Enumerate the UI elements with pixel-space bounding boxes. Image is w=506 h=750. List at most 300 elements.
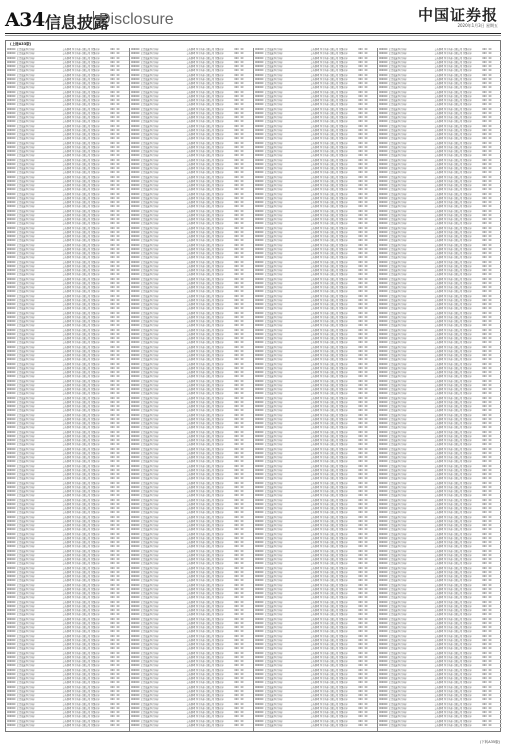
announcement-cell: 公告事项 基金名称 有限公司 详细内容 <box>177 397 233 401</box>
value-cell: 00 <box>364 125 368 129</box>
fund-code-cell: 000000 <box>131 397 140 401</box>
fund-code-cell: 000000 <box>379 477 388 481</box>
fund-code-cell: 000000 <box>7 350 16 354</box>
value-cell: 00 <box>240 528 244 532</box>
value-cell: 000 <box>358 184 363 188</box>
value-cell: 00 <box>488 341 492 345</box>
fund-code-cell: 000000 <box>255 460 264 464</box>
fund-name-cell: 信息披露基金名称 <box>389 273 423 277</box>
fund-code-cell: 000000 <box>7 520 16 524</box>
fund-code-cell: 000000 <box>7 469 16 473</box>
value-cell: 00 <box>240 482 244 486</box>
fund-name-cell: 信息披露基金名称 <box>141 159 175 163</box>
value-cell: 000 <box>234 65 239 69</box>
fund-code-cell: 000000 <box>379 520 388 524</box>
value-cell: 00 <box>488 78 492 82</box>
value-cell: 000 <box>234 52 239 56</box>
fund-name-cell: 信息披露基金名称 <box>265 180 299 184</box>
value-cell: 000 <box>482 477 487 481</box>
fund-code-cell: 000000 <box>131 154 140 158</box>
fund-code-cell: 000000 <box>131 375 140 379</box>
fund-code-cell: 000000 <box>255 647 264 651</box>
announcement-cell: 公告事项 基金名称 有限公司 详细内容 <box>425 545 481 549</box>
fund-name-cell: 信息披露基金名称 <box>265 150 299 154</box>
value-cell: 000 <box>110 99 115 103</box>
fund-code-cell: 000000 <box>379 724 388 728</box>
value-cell: 00 <box>240 210 244 214</box>
fund-name-cell: 信息披露基金名称 <box>389 397 423 401</box>
announcement-cell: 公告事项 基金名称 有限公司 详细内容 <box>301 133 357 137</box>
value-cell: 00 <box>240 494 244 498</box>
value-cell: 000 <box>110 261 115 265</box>
fund-code-cell: 000000 <box>7 384 16 388</box>
fund-code-cell: 000000 <box>255 57 264 61</box>
fund-name-cell: 信息披露基金名称 <box>141 316 175 320</box>
fund-code-cell: 000000 <box>379 486 388 490</box>
value-cell: 00 <box>116 647 120 651</box>
fund-name-cell: 信息披露基金名称 <box>389 435 423 439</box>
value-cell: 000 <box>110 65 115 69</box>
value-cell: 00 <box>364 176 368 180</box>
announcement-cell: 公告事项 基金名称 有限公司 详细内容 <box>425 380 481 384</box>
fund-name-cell: 信息披露基金名称 <box>17 278 51 282</box>
fund-code-cell: 000000 <box>255 511 264 515</box>
fund-code-cell: 000000 <box>255 405 264 409</box>
fund-code-cell: 000000 <box>379 443 388 447</box>
announcement-cell: 公告事项 基金名称 有限公司 详细内容 <box>425 193 481 197</box>
value-cell: 00 <box>240 375 244 379</box>
fund-code-cell: 000000 <box>255 125 264 129</box>
announcement-cell: 公告事项 基金名称 有限公司 详细内容 <box>425 78 481 82</box>
fund-code-cell: 000000 <box>255 218 264 222</box>
fund-code-cell: 000000 <box>131 341 140 345</box>
value-cell: 00 <box>364 724 368 728</box>
value-cell: 000 <box>358 65 363 69</box>
announcement-cell: 公告事项 基金名称 有限公司 详细内容 <box>177 622 233 626</box>
value-cell: 00 <box>116 664 120 668</box>
fund-code-cell: 000000 <box>131 61 140 65</box>
fund-code-cell: 000000 <box>255 69 264 73</box>
value-cell: 000 <box>358 103 363 107</box>
fund-code-cell: 000000 <box>7 707 16 711</box>
fund-code-cell: 000000 <box>7 575 16 579</box>
announcement-cell: 公告事项 基金名称 有限公司 详细内容 <box>53 112 109 116</box>
fund-code-cell: 000000 <box>131 57 140 61</box>
fund-name-cell: 信息披露基金名称 <box>389 184 423 188</box>
fund-name-cell: 信息披露基金名称 <box>141 112 175 116</box>
value-cell: 00 <box>116 69 120 73</box>
value-cell: 000 <box>358 329 363 333</box>
fund-code-cell: 000000 <box>255 154 264 158</box>
fund-name-cell: 信息披露基金名称 <box>141 477 175 481</box>
value-cell: 00 <box>488 673 492 677</box>
fund-name-cell: 信息披露基金名称 <box>389 333 423 337</box>
announcement-cell: 公告事项 基金名称 有限公司 详细内容 <box>301 197 357 201</box>
value-cell: 00 <box>364 142 368 146</box>
value-cell: 00 <box>240 452 244 456</box>
value-cell: 000 <box>234 477 239 481</box>
value-cell: 00 <box>116 426 120 430</box>
announcement-cell: 公告事项 基金名称 有限公司 详细内容 <box>425 48 481 52</box>
announcement-cell: 公告事项 基金名称 有限公司 详细内容 <box>53 397 109 401</box>
value-cell: 000 <box>234 409 239 413</box>
announcement-cell: 公告事项 基金名称 有限公司 详细内容 <box>425 248 481 252</box>
announcement-cell: 公告事项 基金名称 有限公司 详细内容 <box>177 448 233 452</box>
value-cell: 00 <box>240 673 244 677</box>
value-cell: 00 <box>488 609 492 613</box>
value-cell: 00 <box>364 159 368 163</box>
fund-name-cell: 信息披露基金名称 <box>265 507 299 511</box>
value-cell: 00 <box>116 57 120 61</box>
fund-name-cell: 信息披露基金名称 <box>141 426 175 430</box>
value-cell: 000 <box>358 205 363 209</box>
fund-code-cell: 000000 <box>7 533 16 537</box>
value-cell: 00 <box>488 630 492 634</box>
fund-name-cell: 信息披露基金名称 <box>265 541 299 545</box>
fund-name-cell: 信息披露基金名称 <box>389 227 423 231</box>
fund-name-cell: 信息披露基金名称 <box>265 248 299 252</box>
value-cell: 000 <box>110 214 115 218</box>
value-cell: 000 <box>482 273 487 277</box>
value-cell: 00 <box>364 69 368 73</box>
value-cell: 00 <box>364 550 368 554</box>
fund-name-cell: 信息披露基金名称 <box>17 431 51 435</box>
fund-code-cell: 000000 <box>255 660 264 664</box>
value-cell: 000 <box>358 469 363 473</box>
fund-name-cell: 信息披露基金名称 <box>17 588 51 592</box>
value-cell: 00 <box>488 380 492 384</box>
announcement-cell: 公告事项 基金名称 有限公司 详细内容 <box>177 74 233 78</box>
announcement-cell: 公告事项 基金名称 有限公司 详细内容 <box>301 622 357 626</box>
value-cell: 000 <box>234 507 239 511</box>
fund-code-cell: 000000 <box>131 392 140 396</box>
fund-name-cell: 信息披露基金名称 <box>389 550 423 554</box>
fund-code-cell: 000000 <box>7 65 16 69</box>
value-cell: 00 <box>488 146 492 150</box>
fund-name-cell: 信息披露基金名称 <box>141 163 175 167</box>
fund-name-cell: 信息披露基金名称 <box>17 273 51 277</box>
value-cell: 00 <box>364 252 368 256</box>
fund-name-cell: 信息披露基金名称 <box>17 125 51 129</box>
fund-name-cell: 信息披露基金名称 <box>389 579 423 583</box>
value-cell: 000 <box>358 52 363 56</box>
announcement-cell: 公告事项 基金名称 有限公司 详细内容 <box>301 290 357 294</box>
fund-name-cell: 信息披露基金名称 <box>141 588 175 592</box>
announcement-cell: 公告事项 基金名称 有限公司 详细内容 <box>177 618 233 622</box>
announcement-cell: 公告事项 基金名称 有限公司 详细内容 <box>301 477 357 481</box>
fund-name-cell: 信息披露基金名称 <box>265 286 299 290</box>
value-cell: 00 <box>364 299 368 303</box>
fund-code-cell: 000000 <box>131 180 140 184</box>
fund-name-cell: 信息披露基金名称 <box>265 265 299 269</box>
announcement-cell: 公告事项 基金名称 有限公司 详细内容 <box>177 516 233 520</box>
announcement-cell: 公告事项 基金名称 有限公司 详细内容 <box>301 720 357 724</box>
fund-name-cell: 信息披露基金名称 <box>17 550 51 554</box>
announcement-cell: 公告事项 基金名称 有限公司 详细内容 <box>425 439 481 443</box>
announcement-cell: 公告事项 基金名称 有限公司 详细内容 <box>53 167 109 171</box>
fund-code-cell: 000000 <box>379 664 388 668</box>
fund-code-cell: 000000 <box>131 511 140 515</box>
fund-name-cell: 信息披露基金名称 <box>141 524 175 528</box>
fund-code-cell: 000000 <box>131 388 140 392</box>
announcement-cell: 公告事项 基金名称 有限公司 详细内容 <box>177 346 233 350</box>
announcement-cell: 公告事项 基金名称 有限公司 详细内容 <box>301 235 357 239</box>
value-cell: 00 <box>116 686 120 690</box>
fund-name-cell: 信息披露基金名称 <box>141 252 175 256</box>
announcement-cell: 公告事项 基金名称 有限公司 详细内容 <box>301 558 357 562</box>
value-cell: 00 <box>240 720 244 724</box>
value-cell: 000 <box>110 507 115 511</box>
value-cell: 000 <box>234 673 239 677</box>
value-cell: 000 <box>234 320 239 324</box>
fund-code-cell: 000000 <box>379 346 388 350</box>
value-cell: 00 <box>116 184 120 188</box>
fund-name-cell: 信息披露基金名称 <box>17 205 51 209</box>
fund-name-cell: 信息披露基金名称 <box>141 528 175 532</box>
fund-code-cell: 000000 <box>255 388 264 392</box>
fund-code-cell: 000000 <box>7 375 16 379</box>
announcement-cell: 公告事项 基金名称 有限公司 详细内容 <box>177 669 233 673</box>
fund-name-cell: 信息披露基金名称 <box>17 422 51 426</box>
announcement-cell: 公告事项 基金名称 有限公司 详细内容 <box>301 630 357 634</box>
value-cell: 000 <box>358 613 363 617</box>
value-cell: 000 <box>482 707 487 711</box>
value-cell: 000 <box>234 558 239 562</box>
value-cell: 000 <box>358 286 363 290</box>
value-cell: 00 <box>364 312 368 316</box>
value-cell: 00 <box>364 596 368 600</box>
fund-name-cell: 信息披露基金名称 <box>141 333 175 337</box>
fund-name-cell: 信息披露基金名称 <box>141 690 175 694</box>
value-cell: 00 <box>240 65 244 69</box>
announcement-cell: 公告事项 基金名称 有限公司 详细内容 <box>53 503 109 507</box>
fund-name-cell: 信息披露基金名称 <box>17 516 51 520</box>
value-cell: 000 <box>358 494 363 498</box>
value-cell: 00 <box>240 350 244 354</box>
fund-code-cell: 000000 <box>379 677 388 681</box>
value-cell: 00 <box>364 639 368 643</box>
announcement-cell: 公告事项 基金名称 有限公司 详细内容 <box>53 337 109 341</box>
announcement-cell: 公告事项 基金名称 有限公司 详细内容 <box>425 528 481 532</box>
fund-name-cell: 信息披露基金名称 <box>141 78 175 82</box>
fund-name-cell: 信息披露基金名称 <box>389 443 423 447</box>
announcement-cell: 公告事项 基金名称 有限公司 详细内容 <box>177 596 233 600</box>
fund-code-cell: 000000 <box>255 418 264 422</box>
announcement-cell: 公告事项 基金名称 有限公司 详细内容 <box>177 261 233 265</box>
value-cell: 00 <box>240 418 244 422</box>
fund-code-cell: 000000 <box>131 652 140 656</box>
value-cell: 000 <box>234 579 239 583</box>
fund-code-cell: 000000 <box>131 537 140 541</box>
value-cell: 00 <box>488 235 492 239</box>
fund-code-cell: 000000 <box>131 358 140 362</box>
value-cell: 00 <box>240 82 244 86</box>
fund-name-cell: 信息披露基金名称 <box>389 609 423 613</box>
announcement-cell: 公告事项 基金名称 有限公司 详细内容 <box>301 673 357 677</box>
value-cell: 000 <box>234 711 239 715</box>
fund-name-cell: 信息披露基金名称 <box>389 337 423 341</box>
fund-name-cell: 信息披露基金名称 <box>389 324 423 328</box>
fund-name-cell: 信息披露基金名称 <box>265 295 299 299</box>
fund-name-cell: 信息披露基金名称 <box>265 397 299 401</box>
fund-code-cell: 000000 <box>379 375 388 379</box>
fund-name-cell: 信息披露基金名称 <box>17 358 51 362</box>
fund-name-cell: 信息披露基金名称 <box>265 562 299 566</box>
value-cell: 00 <box>488 520 492 524</box>
fund-name-cell: 信息披露基金名称 <box>389 558 423 562</box>
announcement-cell: 公告事项 基金名称 有限公司 详细内容 <box>53 660 109 664</box>
fund-code-cell: 000000 <box>131 333 140 337</box>
fund-code-cell: 000000 <box>379 48 388 52</box>
value-cell: 000 <box>110 193 115 197</box>
announcement-cell: 公告事项 基金名称 有限公司 详细内容 <box>301 103 357 107</box>
fund-code-cell: 000000 <box>255 516 264 520</box>
value-cell: 00 <box>240 392 244 396</box>
fund-name-cell: 信息披露基金名称 <box>141 337 175 341</box>
fund-code-cell: 000000 <box>255 74 264 78</box>
announcement-cell: 公告事项 基金名称 有限公司 详细内容 <box>177 99 233 103</box>
fund-code-cell: 000000 <box>255 99 264 103</box>
announcement-cell: 公告事项 基金名称 有限公司 详细内容 <box>177 154 233 158</box>
value-cell: 000 <box>482 52 487 56</box>
announcement-cell: 公告事项 基金名称 有限公司 详细内容 <box>53 78 109 82</box>
fund-name-cell: 信息披露基金名称 <box>265 439 299 443</box>
fund-name-cell: 信息披露基金名称 <box>389 626 423 630</box>
fund-name-cell: 信息披露基金名称 <box>389 48 423 52</box>
fund-code-cell: 000000 <box>379 384 388 388</box>
fund-code-cell: 000000 <box>379 329 388 333</box>
fund-code-cell: 000000 <box>255 346 264 350</box>
announcement-cell: 公告事项 基金名称 有限公司 详细内容 <box>177 324 233 328</box>
fund-name-cell: 信息披露基金名称 <box>265 57 299 61</box>
fund-code-cell: 000000 <box>379 239 388 243</box>
announcement-cell: 公告事项 基金名称 有限公司 详细内容 <box>53 103 109 107</box>
announcement-cell: 公告事项 基金名称 有限公司 详细内容 <box>53 622 109 626</box>
value-cell: 000 <box>358 554 363 558</box>
fund-code-cell: 000000 <box>131 256 140 260</box>
fund-name-cell: 信息披露基金名称 <box>17 112 51 116</box>
value-cell: 00 <box>364 358 368 362</box>
value-cell: 000 <box>358 146 363 150</box>
value-cell: 00 <box>240 511 244 515</box>
value-cell: 000 <box>110 282 115 286</box>
value-cell: 000 <box>358 278 363 282</box>
value-cell: 00 <box>116 626 120 630</box>
value-cell: 000 <box>234 681 239 685</box>
announcement-cell: 公告事项 基金名称 有限公司 详细内容 <box>425 286 481 290</box>
announcement-cell: 公告事项 基金名称 有限公司 详细内容 <box>425 711 481 715</box>
fund-name-cell: 信息披露基金名称 <box>389 715 423 719</box>
value-cell: 000 <box>358 163 363 167</box>
value-cell: 000 <box>234 618 239 622</box>
fund-code-cell: 000000 <box>131 435 140 439</box>
fund-name-cell: 信息披露基金名称 <box>265 405 299 409</box>
value-cell: 00 <box>116 579 120 583</box>
value-cell: 000 <box>482 558 487 562</box>
value-cell: 000 <box>110 567 115 571</box>
value-cell: 00 <box>116 269 120 273</box>
announcement-cell: 公告事项 基金名称 有限公司 详细内容 <box>425 715 481 719</box>
fund-code-cell: 000000 <box>379 120 388 124</box>
fund-name-cell: 信息披露基金名称 <box>141 86 175 90</box>
value-cell: 00 <box>488 537 492 541</box>
announcement-cell: 公告事项 基金名称 有限公司 详细内容 <box>301 533 357 537</box>
announcement-cell: 公告事项 基金名称 有限公司 详细内容 <box>301 528 357 532</box>
announcement-cell: 公告事项 基金名称 有限公司 详细内容 <box>53 350 109 354</box>
value-cell: 000 <box>482 380 487 384</box>
value-cell: 00 <box>364 112 368 116</box>
announcement-cell: 公告事项 基金名称 有限公司 详细内容 <box>53 409 109 413</box>
announcement-cell: 公告事项 基金名称 有限公司 详细内容 <box>425 448 481 452</box>
value-cell: 000 <box>482 78 487 82</box>
fund-name-cell: 信息披露基金名称 <box>389 554 423 558</box>
value-cell: 00 <box>364 235 368 239</box>
announcement-cell: 公告事项 基金名称 有限公司 详细内容 <box>301 520 357 524</box>
announcement-cell: 公告事项 基金名称 有限公司 详细内容 <box>425 256 481 260</box>
value-cell: 00 <box>364 486 368 490</box>
announcement-cell: 公告事项 基金名称 有限公司 详细内容 <box>425 588 481 592</box>
value-cell: 000 <box>358 210 363 214</box>
value-cell: 000 <box>110 252 115 256</box>
value-cell: 000 <box>358 541 363 545</box>
announcement-cell: 公告事项 基金名称 有限公司 详细内容 <box>53 282 109 286</box>
value-cell: 00 <box>364 647 368 651</box>
fund-name-cell: 信息披露基金名称 <box>265 388 299 392</box>
fund-name-cell: 信息披露基金名称 <box>141 103 175 107</box>
fund-code-cell: 000000 <box>131 558 140 562</box>
value-cell: 00 <box>116 660 120 664</box>
fund-name-cell: 信息披露基金名称 <box>389 414 423 418</box>
fund-code-cell: 000000 <box>7 660 16 664</box>
value-cell: 000 <box>358 499 363 503</box>
fund-name-cell: 信息披露基金名称 <box>141 605 175 609</box>
announcement-cell: 公告事项 基金名称 有限公司 详细内容 <box>425 584 481 588</box>
announcement-cell: 公告事项 基金名称 有限公司 详细内容 <box>177 112 233 116</box>
value-cell: 00 <box>116 469 120 473</box>
fund-name-cell: 信息披露基金名称 <box>265 69 299 73</box>
value-cell: 000 <box>234 562 239 566</box>
fund-code-cell: 000000 <box>131 494 140 498</box>
announcement-cell: 公告事项 基金名称 有限公司 详细内容 <box>425 499 481 503</box>
value-cell: 00 <box>116 316 120 320</box>
announcement-cell: 公告事项 基金名称 有限公司 详细内容 <box>53 652 109 656</box>
value-cell: 000 <box>110 367 115 371</box>
value-cell: 00 <box>488 524 492 528</box>
value-cell: 000 <box>358 647 363 651</box>
value-cell: 00 <box>364 201 368 205</box>
announcement-cell: 公告事项 基金名称 有限公司 详细内容 <box>53 635 109 639</box>
fund-code-cell: 000000 <box>255 490 264 494</box>
fund-code-cell: 000000 <box>379 541 388 545</box>
value-cell: 000 <box>234 282 239 286</box>
fund-code-cell: 000000 <box>7 112 16 116</box>
fund-code-cell: 000000 <box>7 686 16 690</box>
value-cell: 000 <box>358 324 363 328</box>
fund-code-cell: 000000 <box>131 222 140 226</box>
fund-name-cell: 信息披露基金名称 <box>389 180 423 184</box>
announcement-cell: 公告事项 基金名称 有限公司 详细内容 <box>301 52 357 56</box>
value-cell: 00 <box>488 392 492 396</box>
fund-code-cell: 000000 <box>255 686 264 690</box>
announcement-cell: 公告事项 基金名称 有限公司 详细内容 <box>53 639 109 643</box>
fund-name-cell: 信息披露基金名称 <box>17 193 51 197</box>
fund-code-cell: 000000 <box>131 108 140 112</box>
announcement-cell: 公告事项 基金名称 有限公司 详细内容 <box>425 239 481 243</box>
fund-code-cell: 000000 <box>379 171 388 175</box>
value-cell: 000 <box>110 125 115 129</box>
fund-name-cell: 信息披露基金名称 <box>389 516 423 520</box>
fund-code-cell: 000000 <box>379 537 388 541</box>
